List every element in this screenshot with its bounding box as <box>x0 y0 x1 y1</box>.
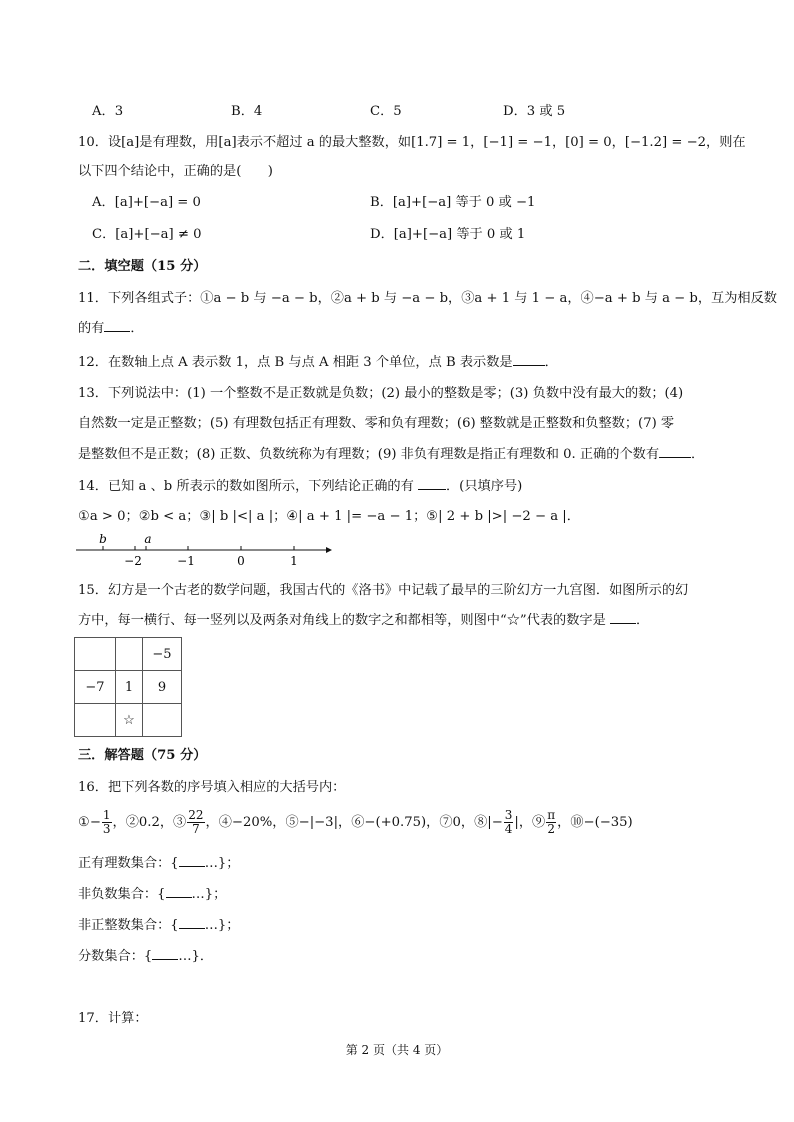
answer-blank <box>104 331 130 332</box>
q10-option-d: D．[a]+[−a] 等于 0 或 1 <box>370 227 526 242</box>
point-b-label: b <box>99 533 107 546</box>
q15-line1: 15．幻方是一个古老的数学问题，我国古代的《洛书》中记载了最早的三阶幻方一九宫图．如图所示的幻 <box>78 583 689 598</box>
tick-label: −2 <box>124 554 142 568</box>
magic-square-cell: −7 <box>75 671 116 704</box>
q13-line1: 13．下列说法中：(1) 一个整数不是正数就是负数；(2) 最小的整数是零；(3) 负数中没有最大的数；(4) <box>78 386 684 401</box>
tick-label: 0 <box>237 554 245 568</box>
number-line <box>70 533 340 569</box>
fraction: $\frac{22}{7}$ <box>188 808 204 836</box>
magic-square-cell <box>143 704 182 737</box>
q9-option-d: D．3 或 5 <box>503 104 566 119</box>
answer-blank <box>152 959 178 960</box>
q10-option-a: A．[a]+[−a] = 0 <box>92 195 201 210</box>
section-3-heading: 三．解答题（75 分） <box>78 748 207 763</box>
set-non-positive-integer: 非正整数集合：{ …}； <box>78 918 240 933</box>
page-footer: 第 2 页（共 4 页） <box>345 1043 449 1057</box>
magic-square-cell <box>75 638 116 671</box>
q9-option-a: A．3 <box>92 104 124 119</box>
set-positive-rational: 正有理数集合：{ …}； <box>78 856 240 871</box>
q11-line1: 11．下列各组式子：①a − b 与 −a − b，②a + b 与 −a − b，③a + 1 与 1 − a，④−a + b 与 a − b，互为相反数 <box>78 291 777 306</box>
answer-blank <box>610 623 636 624</box>
fraction: $\frac{1}{3}$ <box>102 808 111 836</box>
magic-square-cell: 9 <box>143 671 182 704</box>
magic-square-cell: −5 <box>143 638 182 671</box>
q9-option-b: B．4 <box>231 104 263 119</box>
q11-line2: 的有 ． <box>78 321 144 336</box>
set-fraction: 分数集合：{ …}． <box>78 949 214 964</box>
magic-square-cell <box>116 638 143 671</box>
q10-line2: 以下四个结论中，正确的是( ) <box>78 164 273 179</box>
fraction: $\frac{\pi}{2}$ <box>547 808 556 836</box>
tick-label: −1 <box>177 554 195 568</box>
answer-blank <box>418 489 446 490</box>
q14-line1: 14．已知 a 、b 所表示的数如图所示，下列结论正确的有 ．(只填序号) <box>78 479 523 494</box>
set-non-negative: 非负数集合：{ …}； <box>78 887 227 902</box>
q16-line1: 16．把下列各数的序号填入相应的大括号内： <box>78 780 346 795</box>
magic-square-cell: 1 <box>116 671 143 704</box>
q16-numbers: ①− $\frac{1}{3}$ ，②0.2，③ $\frac{22}{7}$ ，④−20%，⑤−|−3|，⑥−(+0.75)，⑦0，⑧|− $\frac{3}{4}$ |，⑨ $\frac{\pi}{2}$ ，⑩−(−35) <box>78 808 633 836</box>
q12-text: 12．在数轴上点 A 表示数 1，点 B 与点 A 相距 3 个单位，点 B 表示数是 ． <box>78 355 558 370</box>
answer-blank <box>179 928 205 929</box>
fraction: $\frac{3}{4}$ <box>504 808 513 836</box>
answer-blank <box>659 457 691 458</box>
q13-line2: 自然数一定是正整数；(5) 有理数包括正有理数、零和负有理数；(6) 整数就是正整数和负整数；(7) 零 <box>78 416 675 431</box>
q13-line3: 是整数但不是正数；(8) 正数、负数统称为有理数；(9) 非负有理数是指正有理数和 0. 正确的个数有 ． <box>78 447 705 462</box>
magic-square-cell <box>75 704 116 737</box>
q14-line2: ①a > 0；②b < a；③| b |<| a |；④| a + 1 |= −a − 1；⑤| 2 + b |>| −2 − a |． <box>78 509 580 524</box>
q10-option-c: C．[a]+[−a] ≠ 0 <box>92 227 202 242</box>
answer-blank <box>179 866 205 867</box>
axis-arrow-icon <box>326 547 332 553</box>
tick-label: 1 <box>290 554 298 568</box>
answer-blank <box>513 365 545 366</box>
magic-square <box>74 637 182 737</box>
q17-text: 17．计算： <box>78 1011 148 1026</box>
q10-option-b: B．[a]+[−a] 等于 0 或 −1 <box>370 195 536 210</box>
point-a-label: a <box>144 533 152 546</box>
q10-line1: 10．设[a]是有理数，用[a]表示不超过 a 的最大整数，如[1.7] = 1，[−1] = −1，[0] = 0，[−1.2] = −2，则在 <box>78 135 746 150</box>
q9-option-c: C．5 <box>370 104 402 119</box>
q15-line2: 方中，每一横行、每一竖列以及两条对角线上的数字之和都相等，则图中“☆”代表的数字是 ． <box>78 613 650 628</box>
magic-square-cell-star: ☆ <box>116 704 143 737</box>
section-2-heading: 二．填空题（15 分） <box>78 259 207 274</box>
answer-blank <box>166 897 192 898</box>
